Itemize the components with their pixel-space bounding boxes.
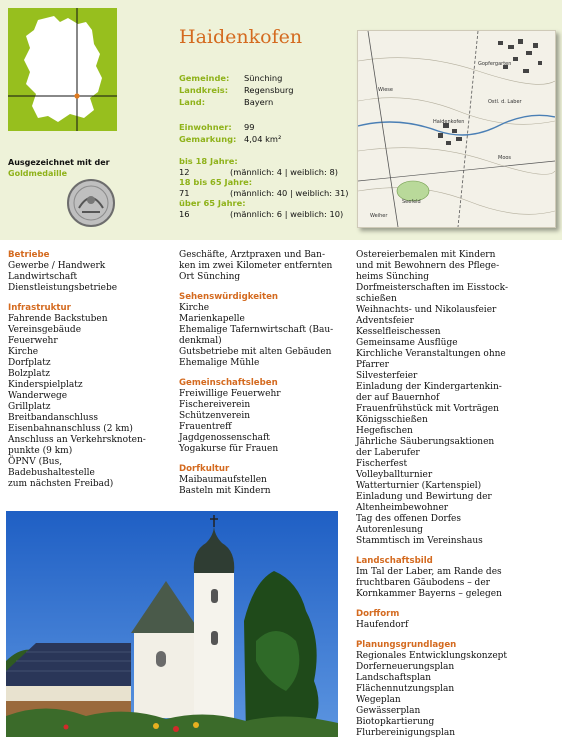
list-item: Schützenverein xyxy=(179,411,250,421)
list-item: Adventsfeier xyxy=(356,316,414,326)
list-item: Kirche xyxy=(179,303,210,313)
list-item: Geschäfte, Arztpraxen und Ban- ken im zwei Kilometer entfernten Ort Sünching xyxy=(179,250,333,282)
list-item: Frauenfrühstück mit Vorträgen xyxy=(356,404,499,414)
list-item: Kinderspielplatz xyxy=(8,380,83,390)
map-label: Wiese xyxy=(378,87,393,93)
list-item: Landwirtschaft xyxy=(8,272,78,282)
list-item: Einladung und Bewirtung der Altenheimbewohner xyxy=(356,492,492,513)
age-breakdown xyxy=(179,156,359,220)
section-heading: Sehenswürdigkeiten xyxy=(179,292,279,302)
list-item: Im Tal der Laber, am Rande des fruchtbaren Gäubodens – der Kornkammer Bayerns – gelegen xyxy=(356,567,502,599)
list-item: Grillplatz xyxy=(8,402,51,412)
list-item: Fischereiverein xyxy=(179,400,251,410)
list-item: Kesselfleischessen xyxy=(356,327,441,337)
list-item: Flurbereinigungsplan xyxy=(356,728,456,738)
list-item: Eisenbahnanschluss (2 km) xyxy=(8,424,133,434)
list-item: Volleyballturnier xyxy=(356,470,433,480)
list-item: Fahrende Backstuben xyxy=(8,314,108,324)
age-total: 16 xyxy=(179,208,190,219)
list-item: Biotopkartierung xyxy=(356,717,435,727)
award-medal-name: Goldmedaille xyxy=(8,169,68,178)
list-item: Gutsbetriebe mit alten Gebäuden xyxy=(179,347,332,357)
list-item: Ehemalige Mühle xyxy=(179,358,260,368)
map-label: Moos xyxy=(498,155,512,161)
list-item: Flächennutzungsplan xyxy=(356,684,455,694)
list-item: Gemeinsame Ausflüge xyxy=(356,338,458,348)
age-row xyxy=(179,188,359,199)
page-title: Haidenkofen xyxy=(179,26,303,48)
map-label: Ostl. d. Laber xyxy=(488,99,522,105)
list-item: Gewässerplan xyxy=(356,706,421,716)
list-item: Silvesterfeier xyxy=(356,371,418,381)
list-item: Weihnachts- und Nikolausfeier xyxy=(356,305,497,315)
age-total: 12 xyxy=(179,166,190,177)
list-item: Marienkapelle xyxy=(179,314,245,324)
age-detail: (männlich: 40 | weiblich: 31) xyxy=(230,187,349,198)
list-item: Regionales Entwicklungskonzept xyxy=(356,651,508,661)
list-item: Tag des offenen Dorfes xyxy=(356,514,461,524)
list-item: Kirche xyxy=(8,347,39,357)
list-item: Haufendorf xyxy=(356,620,409,630)
locator-map xyxy=(8,8,117,131)
info-value: Sünching xyxy=(244,73,283,83)
list-item: Breitbandanschluss xyxy=(8,413,98,423)
seal-icon xyxy=(66,178,116,228)
list-item: Dorferneuerungsplan xyxy=(356,662,455,672)
age-detail: (männlich: 6 | weiblich: 10) xyxy=(230,208,344,219)
list-item: Ostereierbemalen mit Kindern und mit Bewohnern des Pflege- heims Sünching xyxy=(356,250,500,282)
list-item: Ehemalige Tafernwirtschaft (Bau- denkmal) xyxy=(179,325,334,346)
list-item: Landschaftsplan xyxy=(356,673,432,683)
map-label: Haidenkofen xyxy=(433,119,465,125)
list-item: Basteln mit Kindern xyxy=(179,486,271,496)
church-photo xyxy=(6,511,338,737)
list-item: Feuerwehr xyxy=(8,336,58,346)
section-heading: Landschaftsbild xyxy=(356,556,433,566)
list-item: Yogakurse für Frauen xyxy=(179,444,279,454)
info-value: Bayern xyxy=(244,97,274,107)
list-item: Königsschießen xyxy=(356,415,428,425)
list-item: Dienstleistungsbetriebe xyxy=(8,283,118,293)
list-item: Anschluss an Verkehrsknoten- punkte (9 km) xyxy=(8,435,146,456)
topographic-map xyxy=(357,30,556,228)
list-item: Wegeplan xyxy=(356,695,401,705)
section-heading: Planungsgrundlagen xyxy=(356,640,457,650)
list-item: Frauentreff xyxy=(179,422,232,432)
column-3 xyxy=(356,250,556,739)
column-1 xyxy=(8,250,148,490)
age-label: bis 18 Jahre: xyxy=(179,156,238,166)
germany-map-icon xyxy=(8,8,117,131)
award-line: Ausgezeichnet mit der xyxy=(8,158,110,167)
map-label: Seefeld xyxy=(402,199,421,205)
section-heading: Betriebe xyxy=(8,250,50,260)
list-item: ÖPNV (Bus, Badebushaltestelle zum nächsten Freibad) xyxy=(8,457,114,489)
age-label: über 65 Jahre: xyxy=(179,198,246,209)
age-row xyxy=(179,209,359,220)
age-label: 18 bis 65 Jahre: xyxy=(179,177,253,188)
map-label: Weiher xyxy=(370,213,388,219)
info-label: Landkreis: xyxy=(179,85,229,95)
map-label: Gopfergarten xyxy=(478,61,512,67)
list-item: Watterturnier (Kartenspiel) xyxy=(356,481,482,491)
section-heading: Dorfkultur xyxy=(179,464,230,474)
info-value: 4,04 km² xyxy=(244,134,282,144)
list-item: Maibaumaufstellen xyxy=(179,475,267,485)
list-item: Jagdgenossenschaft xyxy=(179,433,270,443)
list-item: Autorenlesung xyxy=(356,525,423,535)
list-item: Freiwillige Feuerwehr xyxy=(179,389,281,399)
list-item: Wanderwege xyxy=(8,391,68,401)
list-item: Dorfmeisterschaften im Eisstock- schießen xyxy=(356,283,508,304)
award-text xyxy=(8,157,168,179)
info-value: 99 xyxy=(244,122,255,132)
section-heading: Infrastruktur xyxy=(8,303,71,313)
list-item: Fischerfest xyxy=(356,459,408,469)
church-illustration xyxy=(6,511,338,737)
list-item: Einladung der Kindergartenkin- der auf Bauernhof xyxy=(356,382,502,403)
list-item: Kirchliche Veranstaltungen ohne Pfarrer xyxy=(356,349,506,370)
age-detail: (männlich: 4 | weiblich: 8) xyxy=(230,166,338,177)
list-item: Stammtisch im Vereinshaus xyxy=(356,536,483,546)
info-value: Regensburg xyxy=(244,85,294,95)
age-total: 71 xyxy=(179,187,190,198)
list-item: Jährliche Säuberungsaktionen der Laberufer xyxy=(356,437,495,458)
list-item: Bolzplatz xyxy=(8,369,51,379)
info-label: Gemeinde: xyxy=(179,73,230,83)
column-2 xyxy=(179,250,344,497)
age-row xyxy=(179,167,359,178)
list-item: Hegefischen xyxy=(356,426,413,436)
list-item: Gewerbe / Handwerk xyxy=(8,261,106,271)
list-item: Vereinsgebäude xyxy=(8,325,82,335)
info-label: Gemarkung: xyxy=(179,134,237,144)
info-label: Einwohner: xyxy=(179,122,232,132)
section-heading: Gemeinschaftsleben xyxy=(179,378,278,388)
info-label: Land: xyxy=(179,97,206,107)
map-drawing xyxy=(358,31,555,227)
section-heading: Dorfform xyxy=(356,609,400,619)
list-item: Dorfplatz xyxy=(8,358,51,368)
